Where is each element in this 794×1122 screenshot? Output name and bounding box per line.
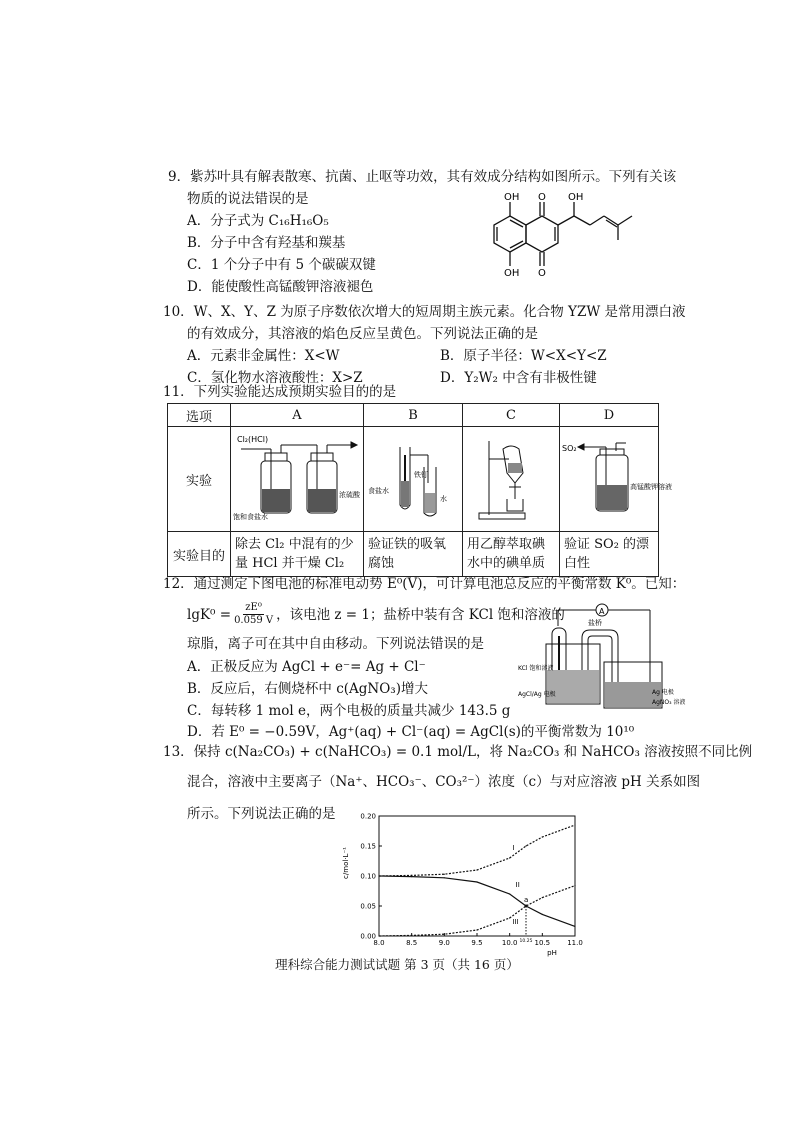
chart-point-s1	[476, 869, 477, 870]
page-footer: 理科综合能力测试试题 第 3 页（共 16 页）	[275, 957, 519, 972]
chart-axes	[360, 813, 582, 948]
q11-header-c: C	[463, 404, 560, 427]
q11-header-d: D	[560, 404, 659, 427]
right-electrode-label: Ag 电极	[652, 689, 674, 696]
q9-molecule-structure	[480, 188, 650, 280]
chart-x-tick-label: 10.5	[534, 939, 551, 947]
q9-option-b: B．分子中含有羟基和羰基	[187, 235, 346, 251]
q12-option-c: C．每转移 1 mol e，两个电极的质量共减少 143.5 g	[187, 703, 511, 719]
chart-x-tick-label: 8.0	[373, 939, 385, 947]
q11-header-row	[168, 404, 659, 427]
chart-point-s1	[525, 845, 526, 846]
q12-option-b: B．反应后，右侧烧杯中 c(AgNO₃)增大	[187, 681, 428, 697]
q11-experiment-row	[168, 427, 659, 532]
chart-y-tick-label: 0.20	[360, 812, 376, 821]
q11-header-a: A	[231, 404, 364, 427]
q11-purpose-label: 实验目的	[168, 532, 231, 577]
q11-a-gas-label: Cl₂(HCl)	[237, 435, 269, 444]
chart-point-s3	[542, 897, 543, 898]
chart-point-s2	[476, 881, 477, 882]
q11-b-left-label: 食盐水	[368, 487, 389, 495]
q11-purpose-d: 验证 SO₂ 的漂白性	[560, 532, 659, 577]
chart-y-tick-label: 0.05	[360, 902, 376, 911]
q11-b-right-label: 水	[440, 495, 447, 503]
chart-series-group	[378, 824, 575, 944]
q12-stem-line1: 12．通过测定下图电池的标准电动势 E⁰(V)，可计算电池总反应的平衡常数 K⁰。已知：	[163, 576, 686, 592]
q11-d-gas-label: SO₂	[562, 444, 577, 453]
q11-diagram-d	[560, 427, 672, 527]
q12-stem-line2	[187, 602, 565, 627]
q12-formula-numerator: zE⁰	[245, 602, 262, 613]
chart-y-axis-label: c/mol·L⁻¹	[342, 847, 350, 879]
q9-stem-line2: 物质的说法错误的是	[187, 191, 309, 207]
q11-d-liquid-label: 高锰酸钾溶液	[630, 483, 672, 491]
q9-label-oh-side: OH	[568, 192, 584, 203]
chart-point-s2	[574, 926, 575, 927]
chart-point-s1	[444, 874, 445, 875]
q11-table	[167, 403, 672, 577]
q9-option-a: A．分子式为 C₁₆H₁₆O₅	[187, 213, 329, 229]
chart-point-s3	[444, 934, 445, 935]
right-solution-label: AgNO₃ 溶液	[652, 699, 686, 706]
chart-point-s3	[411, 935, 412, 936]
chart-y-tick-label: 0.00	[360, 932, 376, 941]
q13-stem-line3: 所示。下列说法正确的是	[187, 806, 336, 822]
q12-formula-lhs: lgK⁰ =	[187, 606, 232, 623]
chart-x-tick-label: 9.0	[438, 939, 450, 947]
q12-formula-fraction	[234, 602, 273, 627]
q11-diagram-b-cell	[364, 427, 463, 532]
q9-label-oh-bottom: OH	[504, 268, 520, 279]
chart-point-s2	[542, 914, 543, 915]
q12-cell-diagram	[518, 600, 686, 718]
q11-purpose-a: 除去 Cl₂ 中混有的少量 HCl 并干燥 Cl₂	[231, 532, 364, 577]
q11-purpose-b: 验证铁的吸氧腐蚀	[364, 532, 463, 577]
q11-experiment-label: 实验	[168, 427, 231, 532]
q11-diagram-c-cell	[463, 427, 560, 532]
q12-stem-line3: 琼脂，离子可在其中自由移动。下列说法错误的是	[187, 636, 484, 652]
salt-bridge-label: 盐桥	[588, 619, 602, 627]
q9-label-o-top: O	[538, 192, 546, 203]
q12-stem-line2-tail: ，该电池 z = 1；盐桥中装有含 KCl 饱和溶液的	[276, 606, 565, 623]
q12-option-d: D．若 E⁰ = −0.59V，Ag⁺(aq) + Cl⁻(aq) = AgCl(s)的平衡常数为 10¹⁰	[187, 724, 635, 740]
q13-stem-line2: 混合，溶液中主要离子（Na⁺、HCO₃⁻、CO₃²⁻）浓度（c）与对应溶液 pH 关系如图	[187, 774, 701, 790]
chart-x-axis-label: pH	[547, 949, 557, 957]
q10-option-c: C．氢化物水溶液酸性：X>Z	[187, 370, 363, 386]
chart-series-line-3	[379, 886, 575, 936]
chart-series-label-3: III	[512, 918, 519, 926]
q10-option-b: B．原子半径：W<X<Y<Z	[440, 348, 607, 364]
q9-label-o-bottom: O	[538, 268, 546, 279]
q12-option-a: A．正极反应为 AgCl + e⁻= Ag + Cl⁻	[187, 659, 426, 675]
chart-point-s3	[476, 929, 477, 930]
chart-series-label-2: II	[515, 880, 520, 889]
q10-option-a: A．元素非金属性：X<W	[187, 348, 340, 364]
chart-x-tick-label: 11.0	[567, 939, 583, 947]
chart-point-s3	[378, 935, 379, 936]
q9-stem-line1: 9．紫苏叶具有解表散寒、抗菌、止呕等功效，其有效成分结构如图所示。下列有关该	[168, 169, 677, 185]
chart-intersection-label: a	[524, 896, 529, 904]
chart-point-s3	[509, 917, 510, 918]
q11-stem: 11．下列实验能达成预期实验目的的是	[163, 384, 397, 400]
chart-intersection-x-label: 10.25	[519, 939, 533, 944]
chart-x-tick-label: 10.0	[501, 939, 518, 947]
chart-point-s1	[509, 857, 510, 858]
q12-formula-denominator: 0.059 V	[234, 615, 274, 626]
q11-diagram-a	[231, 427, 363, 527]
chart-x-tick-label: 8.5	[406, 939, 418, 947]
q11-diagram-c	[463, 427, 559, 527]
q9-option-d: D．能使酸性高锰酸钾溶液褪色	[187, 279, 374, 295]
q11-b-mid-label: 铁钉	[414, 471, 428, 479]
left-electrode-label: AgCl/Ag 电极	[518, 691, 556, 698]
kcl-label: KCl 饱和溶液	[518, 665, 554, 672]
chart-point-s2	[378, 875, 379, 876]
q11-purpose-row	[168, 532, 659, 577]
chart-series-label-1: I	[512, 844, 515, 853]
q11-purpose-c: 用乙醇萃取碘水中的碘单质	[463, 532, 560, 577]
chart-series-line-1	[379, 825, 575, 876]
chart-point-s1	[574, 824, 575, 825]
q10-stem-line1: 10．W、X、Y、Z 为原子序数依次增大的短周期主族元素。化合物 YZW 是常用漂白液	[163, 304, 686, 320]
q13-stem-line1: 13．保持 c(Na₂CO₃) + c(NaHCO₃) = 0.1 mol/L，将 Na₂CO₃ 和 NaHCO₃ 溶液按照不同比例	[163, 744, 753, 760]
chart-point-s2	[509, 893, 510, 894]
q11-header-b: B	[364, 404, 463, 427]
q11-diagram-a-cell	[231, 427, 364, 532]
q11-a-left-label: 饱和食盐水	[233, 513, 268, 521]
chart-y-tick-label: 0.15	[360, 842, 376, 851]
chart-point-s1	[411, 875, 412, 876]
q9-option-c: C．1 个分子中有 5 个碳碳双键	[187, 257, 376, 273]
q11-diagram-d-cell	[560, 427, 672, 532]
q11-a-right-label: 浓硫酸	[339, 491, 360, 499]
chart-point-s1	[542, 836, 543, 837]
chart-series-line-2	[379, 876, 575, 926]
q13-chart	[335, 808, 590, 958]
q10-option-d: D．Y₂W₂ 中含有非极性键	[440, 370, 597, 386]
q11-header-option: 选项	[168, 404, 231, 427]
chart-point-s2	[444, 877, 445, 878]
chart-point-s3	[574, 885, 575, 886]
q9-label-oh-top: OH	[504, 192, 520, 203]
chart-intersection-point	[525, 905, 528, 908]
chart-y-tick-label: 0.10	[360, 872, 376, 881]
ammeter-label: A	[599, 607, 605, 616]
chart-x-tick-label: 9.5	[471, 939, 483, 947]
q11-diagram-b	[364, 427, 462, 527]
q10-stem-line2: 的有效成分，其溶液的焰色反应呈黄色。下列说法正确的是	[187, 326, 538, 342]
chart-point-s2	[411, 876, 412, 877]
